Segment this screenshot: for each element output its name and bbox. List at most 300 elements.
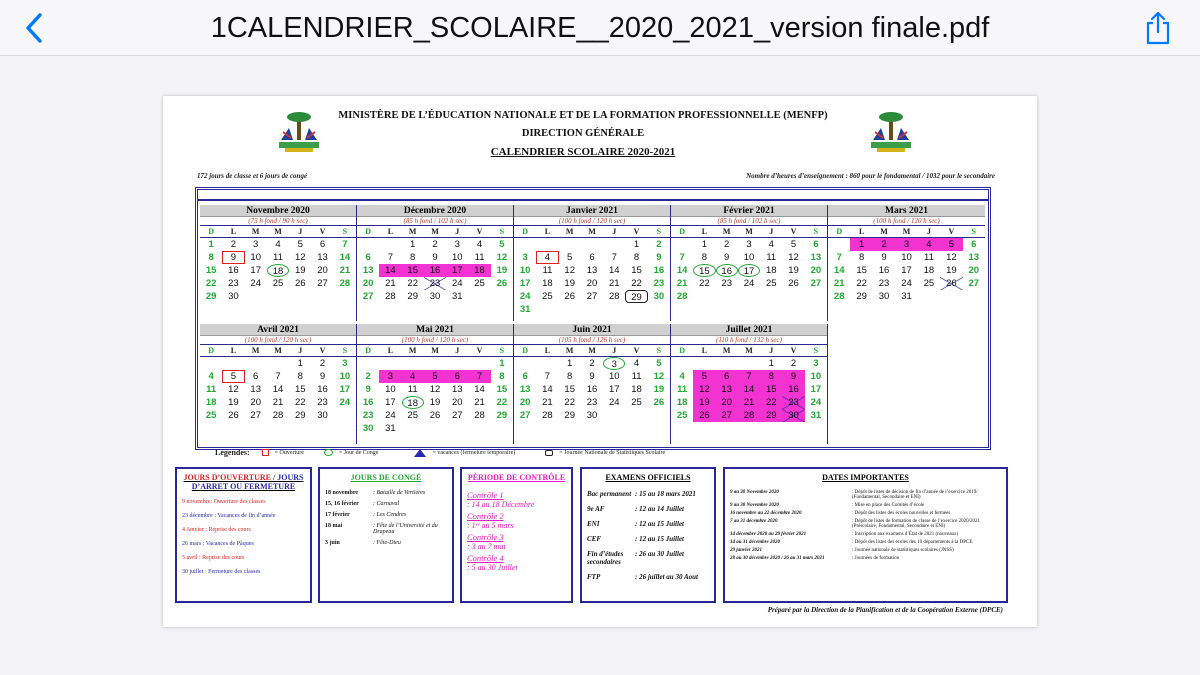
important-date: 28 au 30 décembre 2020 / 26 au 31 mars 2021 <box>730 556 825 561</box>
empty-cell <box>559 238 581 251</box>
important-date-item <box>730 532 1001 537</box>
day-cell: 7 <box>468 370 490 383</box>
day-cell: 3 <box>603 357 625 370</box>
control-dates: : 1ᵉʳ au 5 mars <box>467 521 514 530</box>
exam-dates: : 12 au 15 Juillet <box>635 520 685 528</box>
holiday-label: : Fête-Dieu <box>373 540 401 546</box>
day-cell: 27 <box>451 410 463 421</box>
day-cell: 18 <box>205 397 217 408</box>
day-cell: 13 <box>362 265 374 276</box>
day-cell: 1 <box>850 238 872 251</box>
official-exams-box <box>580 467 716 603</box>
day-cell: 20 <box>810 265 822 276</box>
month-hours: (85 h fond / 102 h sec) <box>357 217 513 226</box>
day-cell: 16 <box>317 384 328 395</box>
empty-cell <box>581 238 603 251</box>
day-cell: 19 <box>653 384 665 395</box>
important-date: 29 janvier 2021 <box>730 548 762 553</box>
exam-name: 9e AF <box>587 505 605 513</box>
day-cell: 2 <box>589 358 595 369</box>
month-name: Décembre 2020 <box>357 205 513 217</box>
day-cell: 7 <box>611 252 617 263</box>
exam-dates: : 15 au 18 mars 2021 <box>635 490 696 498</box>
day-cell: 22 <box>631 278 642 289</box>
weekday-label: V <box>476 346 483 355</box>
day-cell: 30 <box>782 409 804 422</box>
day-cell: 27 <box>519 410 531 421</box>
month-block <box>357 205 514 321</box>
day-cell: 3 <box>746 239 752 250</box>
weekday-label: V <box>790 227 797 236</box>
day-cell: 19 <box>788 265 799 276</box>
important-date-desc: : Inscription aux examens d’État de 2021 (nouveaux) <box>852 532 959 537</box>
pdf-page <box>163 96 1037 627</box>
days-grid <box>828 238 985 303</box>
day-cell: 12 <box>294 252 306 263</box>
day-cell: 15 <box>205 265 217 276</box>
weekday-label: D <box>208 227 215 236</box>
day-cell: 15 <box>294 384 306 395</box>
exam-dates: : 26 juillet au 30 Aout <box>635 573 698 581</box>
days-grid <box>671 357 827 422</box>
opening-closing-item: 30 juillet : Fermeture des classes <box>182 569 261 575</box>
direction-heading: DIRECTION GÉNÉRALE <box>521 128 645 139</box>
weekday-header <box>200 226 356 238</box>
important-date-item <box>730 511 1001 516</box>
day-cell: 29 <box>760 409 782 422</box>
day-cell: 5 <box>693 370 715 383</box>
day-cell: 21 <box>608 278 620 289</box>
day-cell: 7 <box>544 371 551 382</box>
day-cell: 14 <box>339 252 351 263</box>
day-cell: 16 <box>782 383 804 396</box>
day-cell: 29 <box>407 291 418 302</box>
important-date-item <box>730 490 1001 500</box>
empty-cell <box>468 357 490 370</box>
weekday-label: M <box>902 227 911 236</box>
day-cell: 26 <box>788 278 799 289</box>
control-name-text: Contrôle 1 <box>467 490 504 500</box>
day-cell: 13 <box>968 252 980 263</box>
holiday-item <box>325 501 447 507</box>
day-cell: 9 <box>365 384 371 395</box>
day-cell: 15 <box>693 264 715 277</box>
empty-cell <box>357 357 379 370</box>
day-cell: 1 <box>297 358 303 369</box>
month-block <box>828 205 985 321</box>
opening-closing-box <box>175 467 312 603</box>
exam-name: ENI <box>587 520 600 528</box>
weekday-label: D <box>836 227 843 236</box>
square-icon <box>262 449 269 456</box>
day-cell: 14 <box>833 265 845 276</box>
day-cell: 13 <box>810 252 822 263</box>
control-name-text: Contrôle 2 <box>467 511 504 521</box>
weekday-label: S <box>813 227 819 236</box>
day-cell: 16 <box>586 384 598 395</box>
day-cell: 5 <box>656 358 662 369</box>
day-cell: 17 <box>446 264 468 277</box>
day-cell: 1 <box>499 358 505 369</box>
day-cell: 17 <box>339 384 351 395</box>
holiday-label: : Les Cendres <box>373 512 407 518</box>
weekday-label: L <box>858 227 865 236</box>
empty-cell <box>267 357 289 370</box>
day-cell: 19 <box>946 265 957 276</box>
weekday-label: J <box>298 227 303 236</box>
month-name: Mai 2021 <box>357 324 513 336</box>
month-block <box>671 324 828 444</box>
weekday-label: L <box>701 346 708 355</box>
day-cell: 16 <box>653 265 665 276</box>
weekday-header <box>671 226 827 238</box>
day-cell: 19 <box>496 265 508 276</box>
day-cell: 3 <box>253 239 259 250</box>
day-cell: 9 <box>589 371 595 382</box>
day-cell: 1 <box>768 358 774 369</box>
day-cell: 29 <box>856 291 867 302</box>
month-block <box>828 324 985 444</box>
weekday-label: L <box>230 346 237 355</box>
day-cell: 8 <box>410 252 416 263</box>
day-cell: 9 <box>222 251 244 264</box>
exam-item <box>587 505 709 513</box>
exam-item <box>587 573 709 581</box>
day-cell: 20 <box>317 265 328 276</box>
day-cell: 6 <box>813 239 819 250</box>
day-cell: 10 <box>385 384 396 395</box>
day-cell: 15 <box>856 265 867 276</box>
important-date-desc: : Dépôt des listes des écoles nouvelles et fermées <box>852 511 951 516</box>
day-cell: 12 <box>946 252 957 263</box>
day-cell: 21 <box>738 396 760 409</box>
day-cell: 16 <box>228 265 239 276</box>
weekday-label: V <box>633 227 640 236</box>
weekday-label: S <box>499 346 505 355</box>
day-cell: 2 <box>230 239 237 250</box>
day-cell: 11 <box>677 384 688 395</box>
opening-closing-item: 4 Janvier : Reprise des cours <box>182 527 251 533</box>
triangle-icon <box>414 449 426 457</box>
day-cell: 30 <box>586 410 598 421</box>
ministry-heading: MINISTÈRE DE L’ÉDUCATION NATIONALE ET DE LA FORMATION PROFESSIONNELLE (MENFP) <box>338 110 828 121</box>
control-list <box>467 490 566 572</box>
day-cell: 14 <box>272 384 284 395</box>
weekday-label: J <box>926 227 931 236</box>
calendar-title: CALENDRIER SCOLAIRE 2020-2021 <box>490 146 676 158</box>
empty-cell <box>222 357 244 370</box>
hours-info: Nombre d’heures d’enseignement : 860 pour le fondamental / 1032 pour le secondaire <box>746 172 995 180</box>
day-cell: 29 <box>205 291 217 302</box>
box-title: DATES IMPORTANTES <box>822 473 909 482</box>
back-button[interactable] <box>14 8 54 48</box>
day-cell: 25 <box>765 278 777 289</box>
weekday-label: L <box>387 346 394 355</box>
day-cell: 10 <box>743 252 755 263</box>
day-cell: 8 <box>567 371 573 382</box>
day-cell: 31 <box>901 291 912 302</box>
important-date: 14 décembre 2020 au 29 février 2021 <box>730 532 807 537</box>
day-cell: 23 <box>424 277 446 290</box>
empty-cell <box>536 238 558 251</box>
day-cell: 6 <box>971 239 977 250</box>
day-cell: 10 <box>519 265 531 276</box>
days-info: 172 jours de classe et 6 jours de congé <box>197 172 308 180</box>
weekday-label: M <box>274 346 282 355</box>
day-cell: 4 <box>633 358 640 369</box>
important-date-item <box>730 503 1001 508</box>
empty-cell <box>716 357 738 370</box>
day-cell: 29 <box>625 290 647 303</box>
exam-dates: : 12 au 14 Juillet <box>635 505 685 513</box>
day-cell: 23 <box>721 278 732 289</box>
weekday-label: L <box>544 346 551 355</box>
day-cell: 6 <box>522 371 528 382</box>
empty-cell <box>671 357 693 370</box>
empty-cell <box>514 238 536 251</box>
day-cell: 7 <box>342 239 348 250</box>
weekday-label: V <box>948 227 955 236</box>
weekday-label: M <box>565 227 574 236</box>
share-button[interactable] <box>1138 6 1178 50</box>
day-cell: 12 <box>429 384 441 395</box>
day-cell: 2 <box>656 239 662 250</box>
day-cell: 22 <box>407 278 418 289</box>
weekday-label: D <box>679 227 686 236</box>
empty-cell <box>446 357 468 370</box>
weekday-label: J <box>612 346 617 355</box>
opening-closing-item: 9 novembre: Ouverture des classes <box>182 499 266 505</box>
exam-item <box>587 550 709 566</box>
day-cell: 13 <box>317 252 328 263</box>
holidays-list <box>325 490 447 546</box>
day-cell: 31 <box>451 291 463 302</box>
days-grid <box>357 238 513 303</box>
day-cell: 17 <box>250 265 261 276</box>
day-cell: 1 <box>701 239 708 250</box>
day-cell: 16 <box>424 264 446 277</box>
holiday-date: 3 juin <box>325 540 340 546</box>
day-cell: 12 <box>228 384 239 395</box>
holiday-date: 18 mai <box>325 523 343 529</box>
day-cell: 26 <box>693 409 715 422</box>
day-cell: 28 <box>474 410 485 421</box>
empty-cell <box>357 238 379 251</box>
day-cell: 13 <box>586 265 598 276</box>
month-hours: (100 h fond / 120 h sec) <box>514 217 670 226</box>
day-cell: 6 <box>446 370 468 383</box>
month-block <box>514 324 671 444</box>
chevron-left-icon <box>24 12 44 44</box>
day-cell: 22 <box>496 397 508 408</box>
month-hours: (110 h fond / 132 h sec) <box>671 336 827 345</box>
day-cell: 5 <box>424 370 446 383</box>
weekday-label: M <box>745 346 753 355</box>
circle-icon <box>324 449 333 456</box>
day-cell: 4 <box>476 239 483 250</box>
opening-closing-item: 5 avril : Reprise des cours <box>182 555 245 561</box>
empty-cell <box>379 238 401 251</box>
day-cell: 26 <box>294 278 306 289</box>
weekday-label: L <box>544 227 551 236</box>
weekday-label: D <box>365 227 372 236</box>
calendar-grid <box>195 187 991 450</box>
day-cell: 1 <box>633 239 640 250</box>
day-cell: 25 <box>272 278 284 289</box>
day-cell: 7 <box>738 370 760 383</box>
day-cell: 19 <box>294 265 306 276</box>
month-hours: (100 h fond / 120 h sec) <box>828 217 985 226</box>
day-cell: 24 <box>519 291 531 302</box>
weekday-label: S <box>656 227 662 236</box>
day-cell: 26 <box>429 410 441 421</box>
weekday-label: M <box>251 227 260 236</box>
day-cell: 21 <box>272 397 284 408</box>
day-cell: 28 <box>339 278 351 289</box>
weekday-label: S <box>971 227 976 236</box>
important-date-desc: : Journée nationale de statistiques scolaires (JNSS) <box>852 548 954 553</box>
day-cell: 2 <box>432 239 438 250</box>
day-cell: 11 <box>923 252 934 263</box>
legend-item: = Journée Nationale de Statistiques Scolaire <box>559 449 666 456</box>
important-date-desc: : Dépôt de listes de décision de fin d’année de l’exercice 2019/ (Fondamental, Secondaire et ENI) <box>852 490 978 500</box>
weekday-label: D <box>522 346 529 355</box>
weekday-header <box>357 226 513 238</box>
exam-name: FTP <box>587 573 601 581</box>
empty-cell <box>738 357 760 370</box>
weekday-label: S <box>499 227 505 236</box>
weekday-label: S <box>342 227 348 236</box>
control-name-text: Contrôle 4 <box>467 553 504 563</box>
day-cell: 26 <box>496 278 508 289</box>
day-cell: 1 <box>410 239 416 250</box>
important-date: 14 au 31 décembre 2020 <box>730 540 780 545</box>
control-period-box <box>460 467 573 603</box>
month-hours: (85 h fond / 102 h sec) <box>671 217 827 226</box>
day-cell: 4 <box>679 371 685 382</box>
day-cell: 28 <box>542 410 553 421</box>
empty-cell <box>424 357 446 370</box>
day-cell: 3 <box>895 238 917 251</box>
weekday-header <box>357 345 513 357</box>
weekday-label: M <box>722 227 731 236</box>
day-cell: 8 <box>760 370 782 383</box>
weekday-label: M <box>431 346 439 355</box>
day-cell: 25 <box>474 278 485 289</box>
day-cell: 2 <box>724 239 730 250</box>
day-cell: 5 <box>499 239 505 250</box>
share-icon <box>1144 10 1172 46</box>
day-cell: 17 <box>738 264 760 277</box>
day-cell: 6 <box>253 371 259 382</box>
day-cell: 13 <box>519 384 531 395</box>
empty-cell <box>514 357 536 370</box>
important-date-desc: : Dépôt des listes des écoles des 10 départements à la DPCE <box>852 540 973 545</box>
day-cell: 10 <box>810 371 822 382</box>
day-cell: 3 <box>342 358 348 369</box>
month-name: Février 2021 <box>671 205 827 217</box>
empty-cell <box>200 357 222 370</box>
calendar-top-bar <box>198 190 988 201</box>
weekday-label: J <box>612 227 617 236</box>
weekday-label: M <box>588 227 596 236</box>
day-cell: 4 <box>768 239 774 250</box>
day-cell: 20 <box>250 397 261 408</box>
day-cell: 10 <box>339 371 351 382</box>
title-closing: JOURS D’ARRET OU FERMETURE <box>191 473 304 491</box>
month-hours: (105 h fond / 126 h sec) <box>514 336 670 345</box>
day-cell: 4 <box>918 238 940 251</box>
weekday-header <box>514 226 670 238</box>
day-cell: 30 <box>653 291 665 302</box>
weekday-label: S <box>342 346 348 355</box>
exam-name: Bac permanent <box>587 490 632 498</box>
day-cell: 20 <box>586 278 598 289</box>
day-cell: 3 <box>379 370 401 383</box>
box-title: PÉRIODE DE CONTRÔLE <box>467 473 566 482</box>
day-cell: 18 <box>542 278 553 289</box>
day-cell: 9 <box>432 252 438 263</box>
day-cell: 3 <box>454 239 460 250</box>
month-hours: (100 h fond / 120 h sec) <box>200 336 356 345</box>
legend-item: = Jour de Congé <box>338 449 379 456</box>
coat-of-arms-logo <box>863 110 919 154</box>
day-cell: 9 <box>319 371 326 382</box>
footer-credit: Préparé par la Direction de la Planification et de la Coopération Externe (DPCE) <box>767 606 1003 614</box>
day-cell: 11 <box>542 265 553 276</box>
empty-cell <box>402 357 424 370</box>
day-cell: 30 <box>317 410 328 421</box>
day-cell: 4 <box>275 239 281 250</box>
day-cell: 5 <box>790 239 797 250</box>
weekday-label: L <box>701 227 708 236</box>
opening-closing-item: 23 décembre : Vacances de fin d’année <box>182 513 276 519</box>
day-cell: 10 <box>451 252 463 263</box>
day-cell: 29 <box>496 410 508 421</box>
day-cell: 5 <box>567 252 573 263</box>
day-cell: 22 <box>699 278 710 289</box>
control-name <box>467 490 566 500</box>
control-name-text: Contrôle 3 <box>467 532 504 542</box>
weekday-label: M <box>745 227 753 236</box>
day-cell: 19 <box>564 278 575 289</box>
control-name <box>467 511 566 521</box>
day-cell: 31 <box>385 423 396 434</box>
weekday-label: J <box>298 346 303 355</box>
day-cell: 11 <box>766 252 777 263</box>
day-cell: 14 <box>379 264 401 277</box>
top-bar <box>0 0 1200 56</box>
day-cell: 27 <box>317 278 328 289</box>
day-cell: 24 <box>250 278 261 289</box>
day-cell: 2 <box>790 358 797 369</box>
weekday-label: M <box>565 346 574 355</box>
month-name: Avril 2021 <box>200 324 356 336</box>
month-block <box>514 205 671 321</box>
day-cell: 17 <box>608 384 620 395</box>
day-cell: 14 <box>542 384 553 395</box>
day-cell: 10 <box>901 252 912 263</box>
weekday-header <box>514 345 670 357</box>
day-cell: 6 <box>589 252 595 263</box>
day-cell: 11 <box>474 252 485 263</box>
day-cell: 25 <box>542 291 553 302</box>
day-cell: 3 <box>813 358 819 369</box>
weekday-label: D <box>679 346 686 355</box>
exam-name: Fin d’études secondaires <box>587 550 624 566</box>
day-cell: 5 <box>222 370 244 383</box>
day-cell: 13 <box>716 383 738 396</box>
